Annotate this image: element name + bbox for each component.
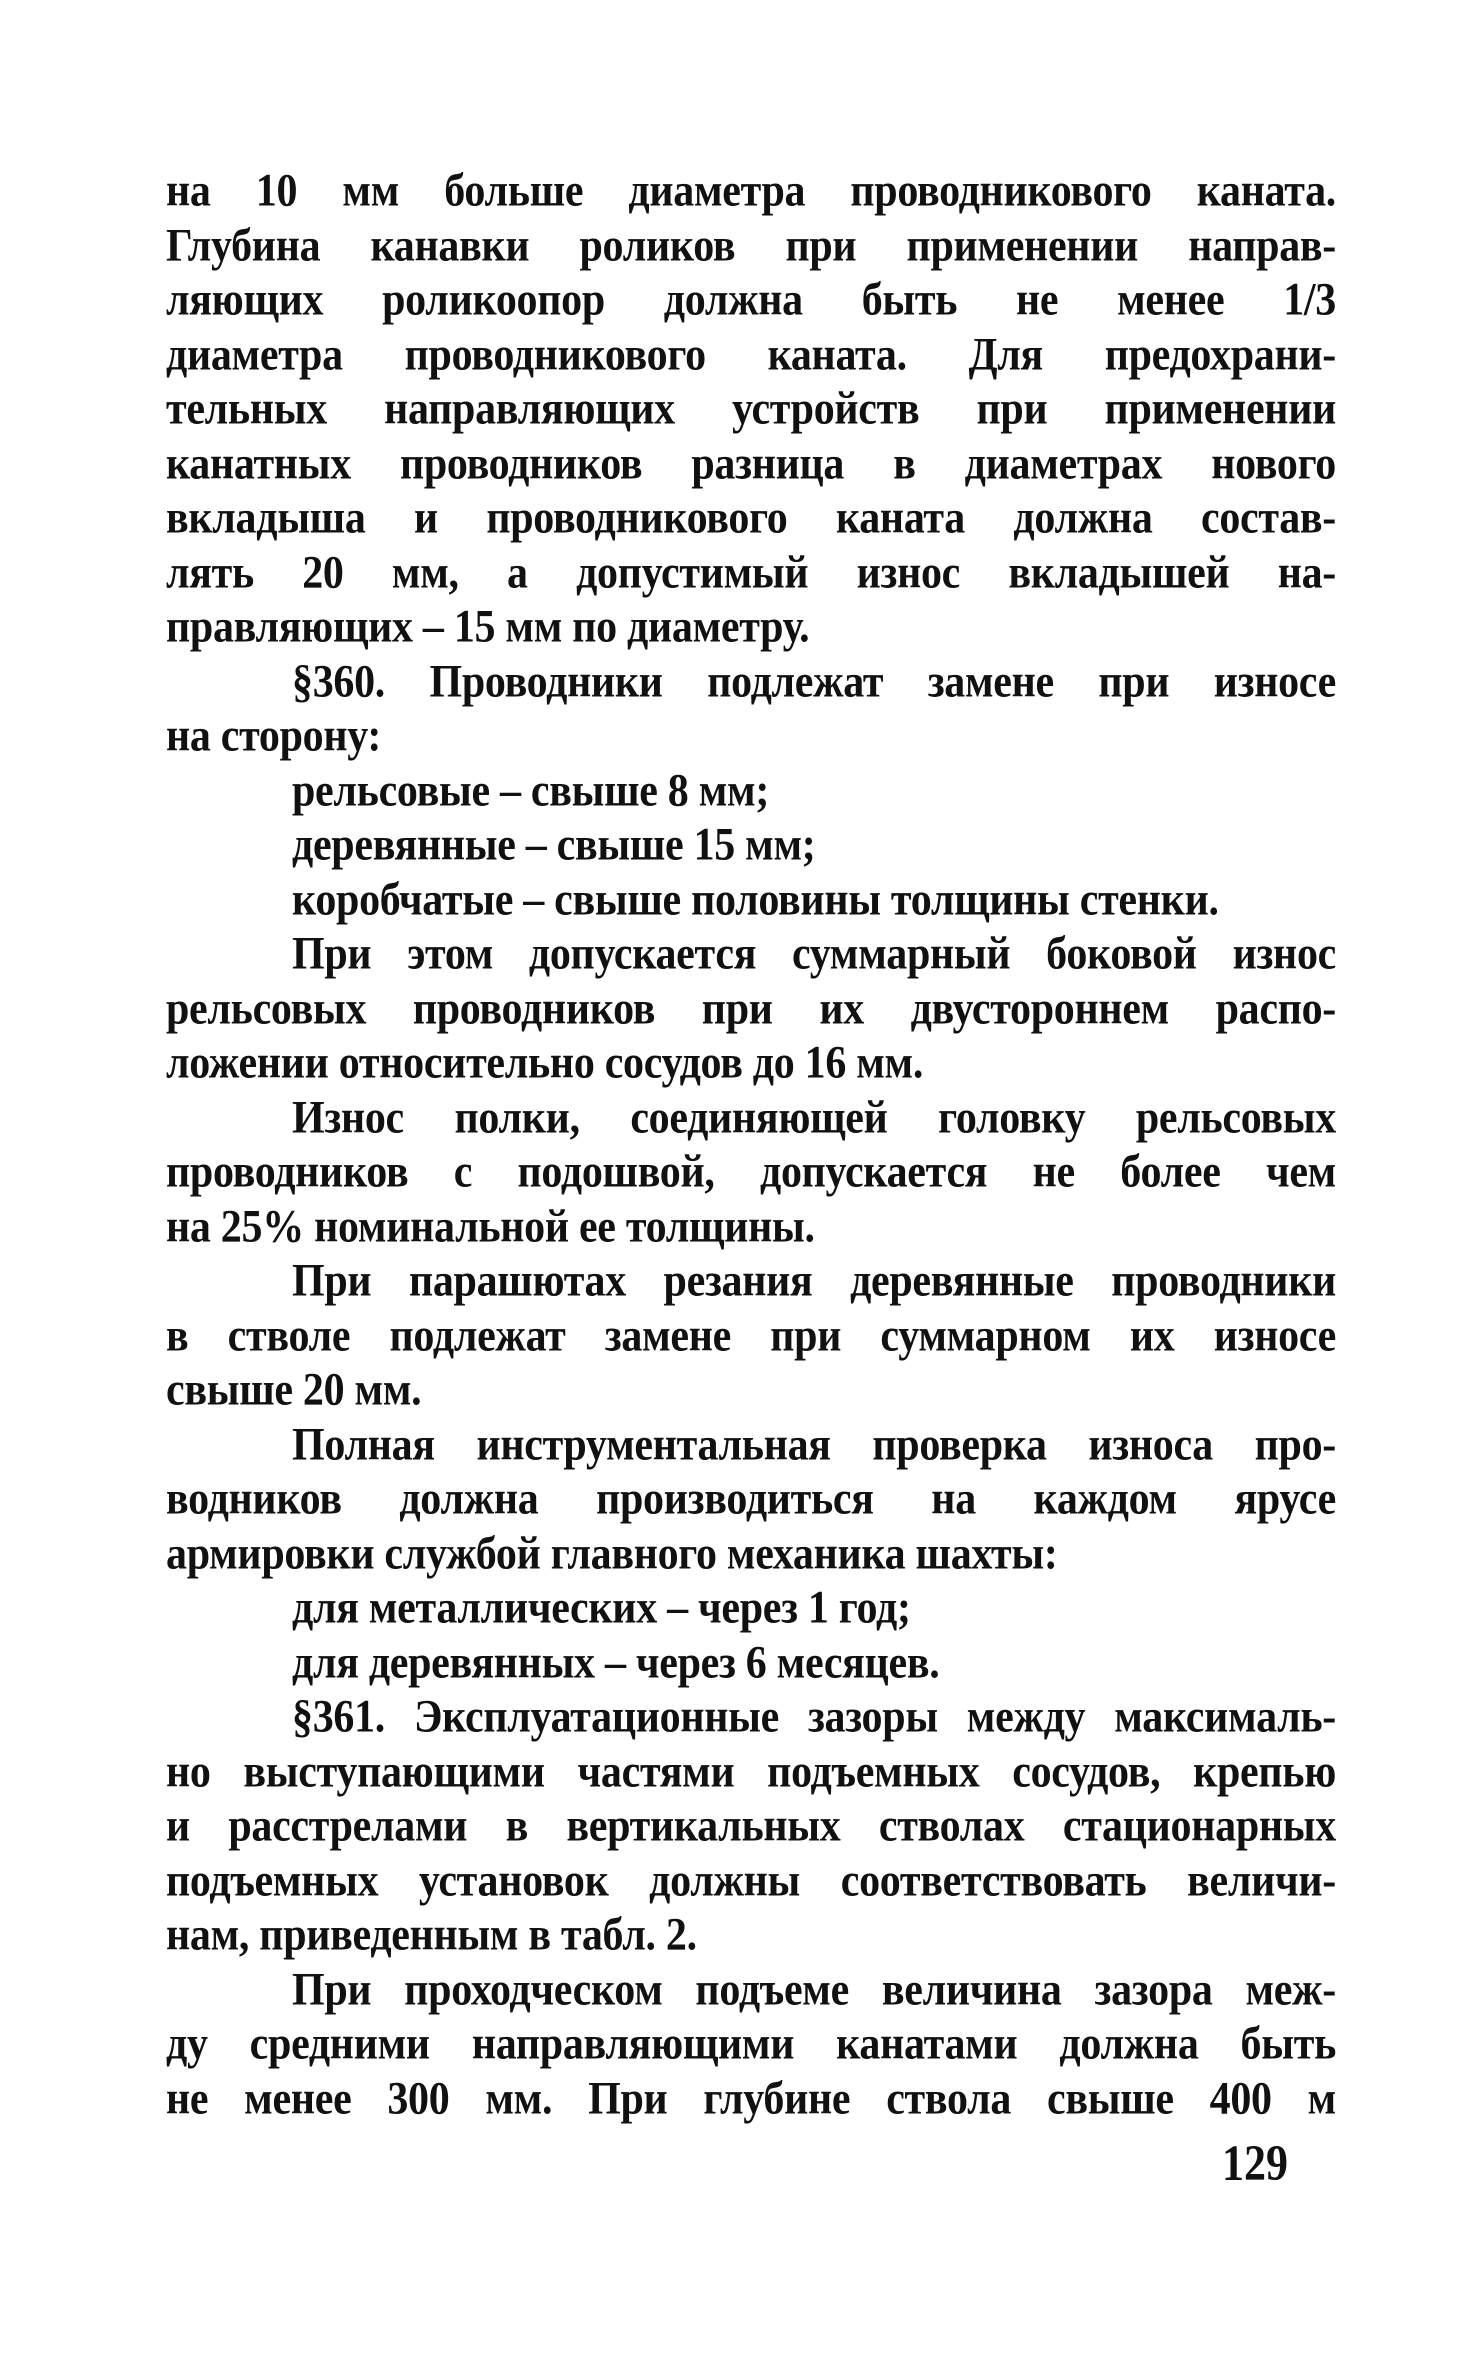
text-line: в стволе подлежат замене при суммарном их износе [166, 1309, 1336, 1362]
text-line: но выступающими частями подъемных сосудов, крепью [166, 1745, 1336, 1798]
text-line: проводников с подошвой, допускается не более чем [166, 1146, 1336, 1198]
text-line: деревянные – свыше 15 мм; [292, 819, 816, 871]
text-line: ложении относительно сосудов до 16 мм. [166, 1037, 924, 1089]
text-line: для металлических – через 1 год; [292, 1582, 911, 1634]
text-line: вкладыша и проводникового каната должна состав- [166, 492, 1336, 544]
text-line: свыше 20 мм. [166, 1364, 422, 1416]
text-line: При проходческом подъеме величина зазора меж- [292, 1963, 1336, 2016]
text-line: тельных направляющих устройств при применении [166, 383, 1336, 435]
text-line: диаметра проводникового каната. Для предохрани- [166, 328, 1336, 381]
body-text [166, 164, 1336, 2126]
text-line: §360. Проводники подлежат замене при износе [292, 655, 1336, 708]
text-line: подъемных установок должны соответствовать величи- [166, 1854, 1336, 1907]
text-line: канатных проводников разница в диаметрах нового [166, 437, 1336, 490]
text-line: на сторону: [166, 710, 382, 762]
text-line: Полная инструментальная проверка износа про- [292, 1418, 1336, 1471]
text-line: рельсовых проводников при их двустороннем распо- [166, 982, 1336, 1035]
text-line: Глубина канавки роликов при применении направ- [166, 219, 1336, 272]
text-line: для деревянных – через 6 месяцев. [292, 1636, 940, 1689]
text-line: ду средними направляющими канатами должна быть [166, 2018, 1336, 2070]
text-line: нам, приведенным в табл. 2. [166, 1909, 697, 1961]
text-line: При парашютах резания деревянные проводники [292, 1255, 1336, 1307]
text-line: рельсовые – свыше 8 мм; [292, 764, 770, 817]
text-line: не менее 300 мм. При глубине ствола свыше 400 м [166, 2072, 1336, 2125]
text-line: ляющих роликоопор должна быть не менее 1/3 [166, 274, 1336, 326]
text-line: правляющих – 15 мм по диаметру. [166, 601, 810, 653]
text-line: водников должна производиться на каждом ярусе [166, 1473, 1336, 1525]
text-line: лять 20 мм, а допустимый износ вкладышей на- [166, 546, 1336, 599]
text-line: §361. Эксплуатационные зазоры между максималь- [292, 1691, 1336, 1743]
page-number: 129 [1222, 2135, 1288, 2192]
text-line: При этом допускается суммарный боковой износ [292, 928, 1336, 980]
text-line: и расстрелами в вертикальных стволах стационарных [166, 1800, 1336, 1852]
text-line: на 25% номинальной ее толщины. [166, 1200, 815, 1253]
text-line: армировки службой главного механика шахты: [166, 1527, 1058, 1580]
text-line: на 10 мм больше диаметра проводникового каната. [166, 165, 1336, 217]
text-line: коробчатые – свыше половины толщины стенки. [292, 873, 1219, 926]
text-line: Износ полки, соединяющей головку рельсовых [292, 1091, 1336, 1144]
